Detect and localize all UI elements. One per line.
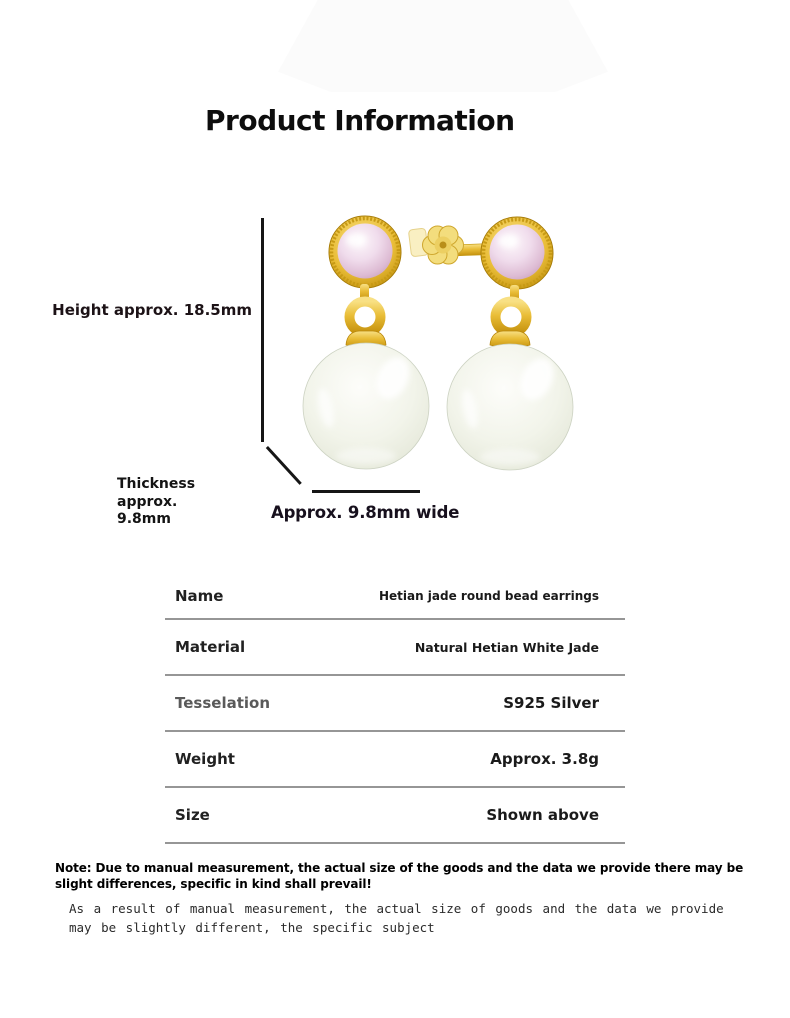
- width-label: Approx. 9.8mm wide: [271, 503, 460, 522]
- spec-table: [165, 574, 625, 844]
- thickness-label: [117, 476, 257, 529]
- height-dimension-line: [261, 218, 264, 442]
- spec-value: S925 Silver: [503, 694, 599, 712]
- height-label: Height approx. 18.5mm: [52, 301, 252, 319]
- gold-ring-icon: [496, 302, 527, 333]
- gold-ring-icon: [350, 302, 381, 333]
- earring-left: [303, 216, 429, 469]
- product-image: [280, 205, 580, 479]
- thickness-label-line2: 9.8mm: [117, 511, 171, 527]
- page-title: Product Information: [205, 104, 515, 137]
- spec-label: Material: [175, 638, 246, 656]
- note-bold-text: Note: Due to manual measurement, the actual size of the goods and the data we provide there may be slight differences, specific in kind shall prevail!: [55, 861, 744, 891]
- thickness-label-line1: Thickness approx.: [117, 476, 196, 510]
- spec-label: Size: [175, 806, 210, 824]
- spec-value: Natural Hetian White Jade: [414, 639, 599, 655]
- spec-label: Weight: [175, 750, 235, 768]
- spec-value: Shown above: [486, 806, 599, 824]
- table-row: [165, 676, 625, 732]
- note-section: [55, 861, 752, 937]
- table-row: [165, 788, 625, 844]
- note-mono-text: As a result of manual measurement, the actual size of goods and the data we provide may be slightly different, the specific subject: [69, 900, 724, 936]
- pearl-icon: [338, 224, 393, 279]
- spec-value: Hetian jade round bead earrings: [378, 589, 599, 603]
- table-row: [165, 732, 625, 788]
- spec-label: Tesselation: [175, 694, 271, 712]
- spec-value: Approx. 3.8g: [490, 750, 599, 768]
- spec-label: Name: [175, 587, 224, 605]
- pearl-icon: [490, 225, 545, 280]
- table-row: [165, 574, 625, 620]
- width-dimension-line: [312, 490, 420, 493]
- watermark: [278, 0, 608, 92]
- table-row: [165, 620, 625, 676]
